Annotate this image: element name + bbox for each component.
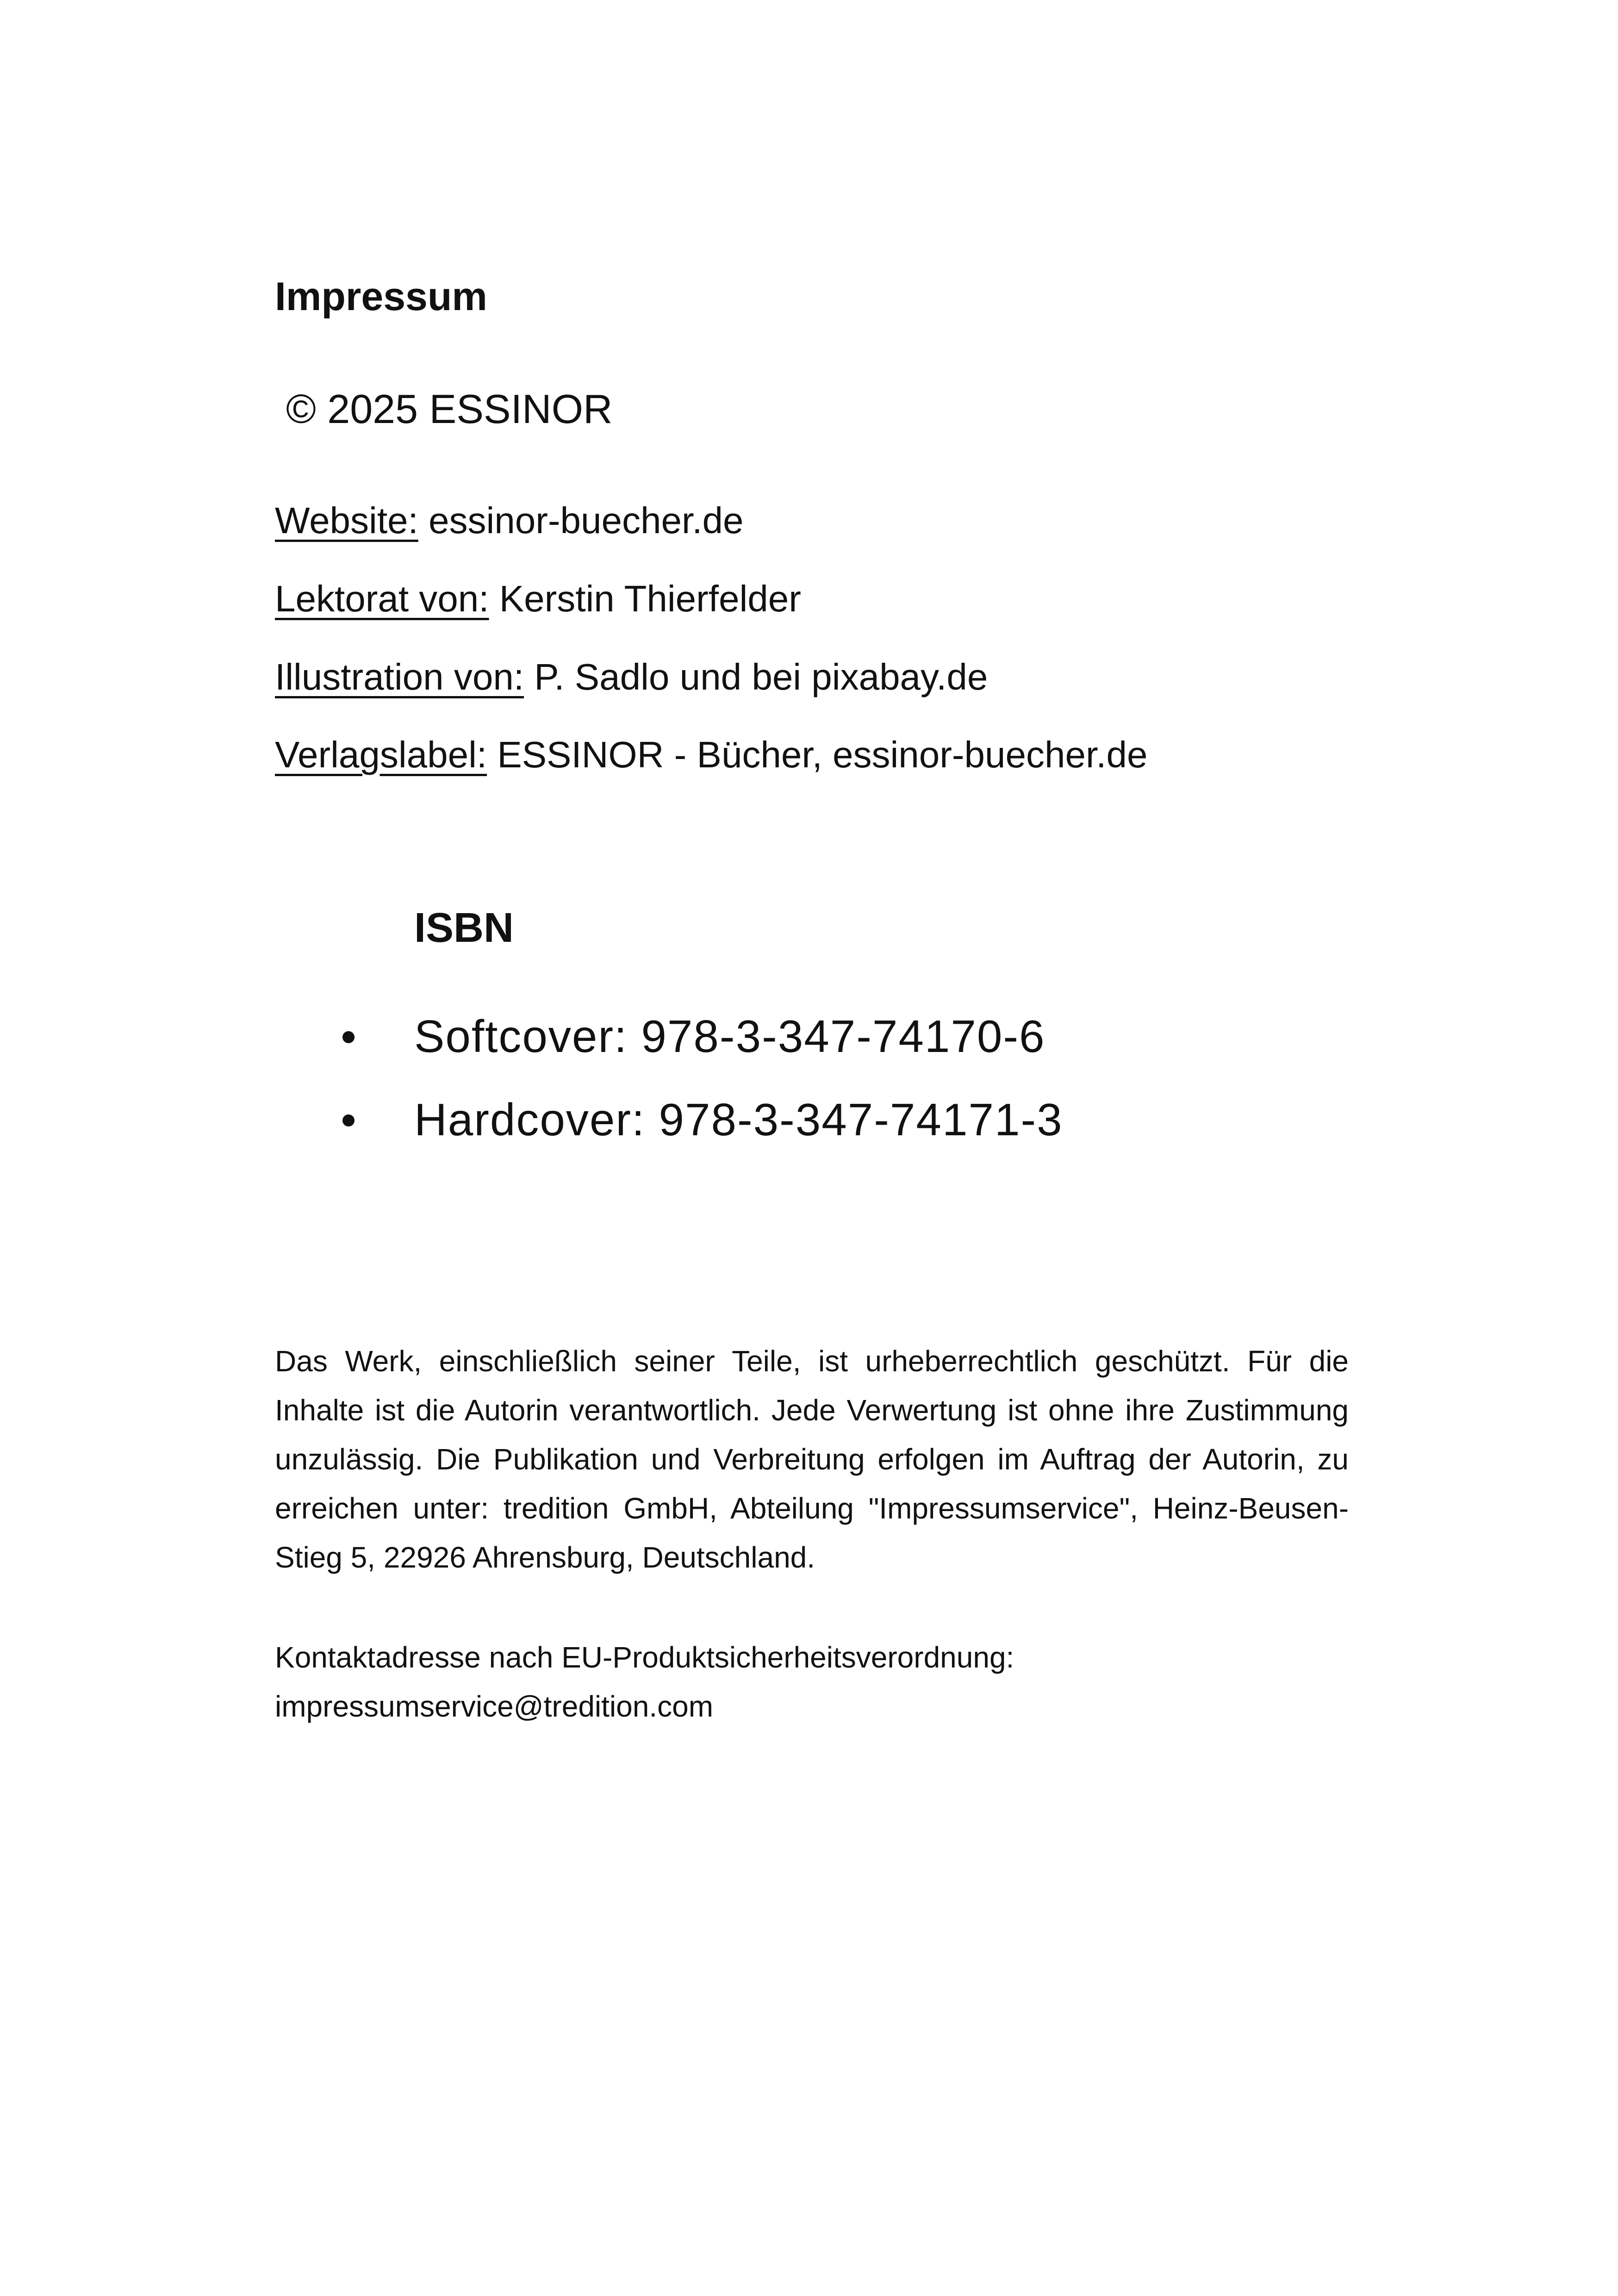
contact-label: Kontaktadresse nach EU-Produktsicherheitsverordnung:: [275, 1641, 1014, 1674]
lektorat-value: Kerstin Thierfelder: [499, 578, 801, 619]
verlagslabel-line: [275, 736, 1147, 773]
website-line: [275, 502, 743, 539]
lektorat-label: Lektorat von:: [275, 578, 489, 619]
page-title: Impressum: [275, 274, 487, 319]
verlagslabel-label: Verlagslabel:: [275, 734, 487, 775]
website-label: Website:: [275, 500, 418, 541]
illustration-label: Illustration von:: [275, 656, 524, 697]
copyright-notice: © 2025 ESSINOR: [286, 386, 613, 432]
isbn-hardcover: Hardcover: 978-3-347-74171-3: [414, 1094, 1063, 1145]
bullet-icon: [342, 1031, 355, 1043]
verlagslabel-value: ESSINOR - Bücher, essinor-buecher.de: [497, 734, 1148, 775]
legal-notice: Das Werk, einschließlich seiner Teile, ist urheberrechtlich geschützt. Für die Inhalte ist die Autorin verantwortlich. Jede Verwertung ist ohne ihre Zustimmung unzulässig. Die Publikation und Verbreitung erfolgen im Auftrag der Autorin, zu erreichen unter: tredition GmbH, Abteilung "Impressumservice", Heinz-Beusen-Stieg 5, 22926 Ahrensburg, Deutschland.: [275, 1344, 1349, 1574]
website-value: essinor-buecher.de: [429, 500, 744, 541]
bullet-icon: [342, 1114, 355, 1126]
lektorat-line: [275, 580, 801, 617]
isbn-heading: ISBN: [414, 905, 514, 951]
illustration-line: [275, 656, 988, 697]
contact-block: [275, 1633, 1014, 1731]
illustration-value: P. Sadlo und bei pixabay.de: [534, 656, 988, 697]
isbn-softcover: Softcover: 978-3-347-74170-6: [414, 1011, 1045, 1062]
contact-email: impressumservice@tredition.com: [275, 1690, 713, 1723]
